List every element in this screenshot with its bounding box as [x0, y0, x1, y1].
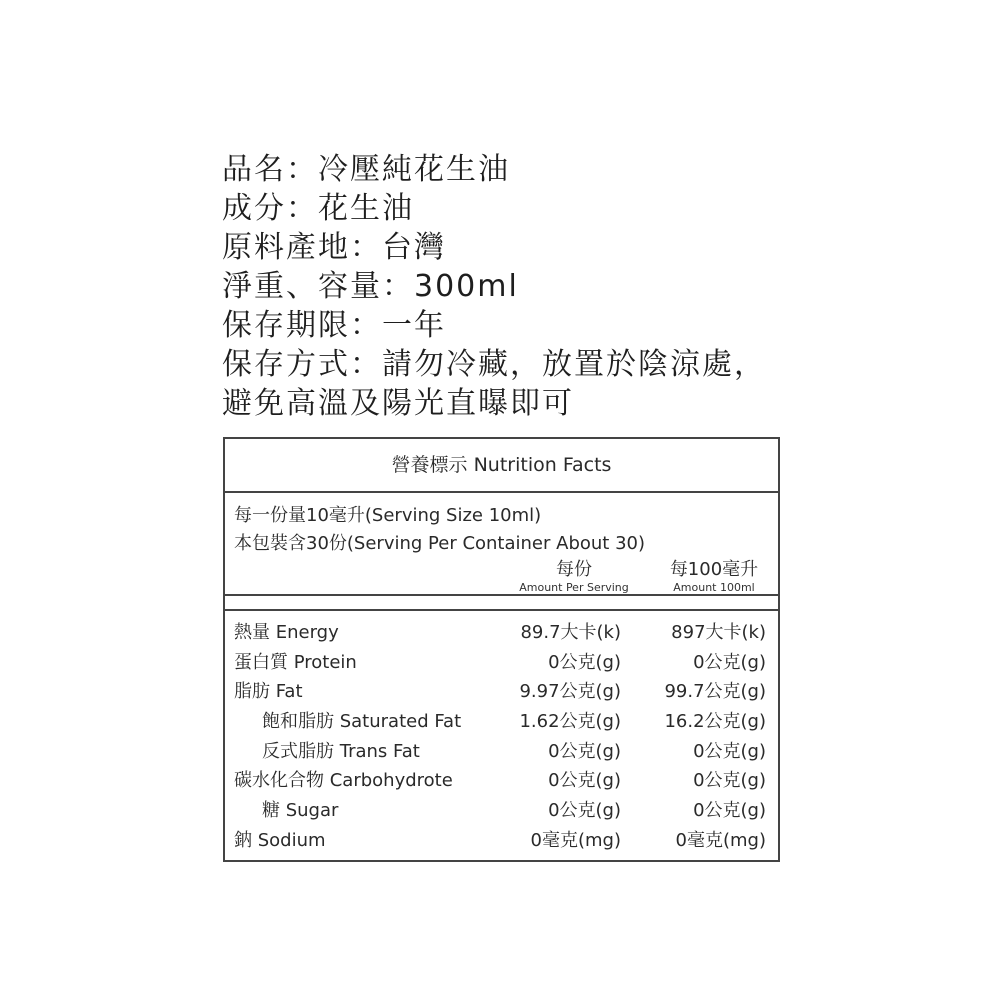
nutrient-row-carbohydrate	[225, 764, 778, 794]
nutrient-label: 鈉 Sodium	[234, 829, 326, 851]
net-volume-line: 淨重、容量：300ml	[222, 269, 519, 304]
nutrient-row-saturated-fat	[225, 705, 778, 735]
per-100ml-value: 0毫克(mg)	[675, 829, 766, 851]
ingredients-line: 成分：花生油	[222, 191, 414, 226]
per-100ml-value: 16.2公克(g)	[664, 711, 766, 733]
per-serving-value: 89.7大卡(k)	[520, 622, 621, 643]
nutrient-row-sodium	[225, 824, 778, 854]
nutrient-row-energy	[225, 616, 778, 646]
per-100ml-value: 0公克(g)	[693, 800, 766, 822]
nutrient-label: 糖 Sugar	[262, 800, 339, 822]
column-header-per-100ml	[655, 559, 773, 595]
per-serving-value: 0毫克(mg)	[530, 829, 621, 851]
per-serving-value: 0公克(g)	[548, 651, 621, 673]
nutrient-row-sugar	[225, 794, 778, 824]
serving-size: 每一份量10毫升(Serving Size 10ml)	[234, 505, 542, 526]
product-info	[222, 150, 822, 423]
product-name-line: 品名：冷壓純花生油	[222, 152, 510, 187]
nutrient-row-trans-fat	[225, 735, 778, 765]
per-serving-value: 0公克(g)	[548, 740, 621, 762]
per-100ml-value: 897大卡(k)	[671, 622, 766, 643]
per-100ml-value: 0公克(g)	[693, 651, 766, 673]
per-serving-value: 9.97公克(g)	[519, 681, 621, 703]
nutrient-label: 熱量 Energy	[234, 622, 339, 643]
nutrient-row-protein	[225, 646, 778, 676]
nutrient-label: 碳水化合物 Carbohydrote	[234, 770, 453, 792]
nutrition-facts-title: 營養標示 Nutrition Facts	[225, 439, 778, 493]
nutrient-label: 反式脂肪 Trans Fat	[262, 740, 420, 762]
per-100ml-value: 0公克(g)	[693, 740, 766, 762]
nutrient-label: 飽和脂肪 Saturated Fat	[262, 711, 462, 733]
servings-per-container: 本包裝含30份(Serving Per Container About 30)	[234, 533, 645, 554]
column-header-zh: 每100毫升	[669, 559, 759, 580]
nutrition-facts-table	[223, 437, 780, 862]
per-100ml-value: 0公克(g)	[693, 770, 766, 792]
column-headers	[225, 559, 778, 611]
column-header-en: Amount Per Serving	[519, 581, 629, 594]
column-header-per-serving	[503, 559, 645, 595]
column-header-zh: 每份	[556, 559, 592, 580]
column-header-en: Amount 100ml	[673, 581, 755, 594]
storage-method-line-2: 避免高溫及陽光直曝即可	[222, 386, 574, 421]
nutrient-rows	[225, 616, 778, 854]
per-serving-value: 0公克(g)	[548, 800, 621, 822]
nutrient-label: 脂肪 Fat	[234, 681, 303, 703]
origin-line: 原料產地：台灣	[222, 230, 446, 265]
storage-method-line: 保存方式：請勿冷藏，放置於陰涼處，	[222, 347, 766, 382]
shelf-life-line: 保存期限：一年	[222, 308, 446, 343]
per-100ml-value: 99.7公克(g)	[664, 681, 766, 703]
per-serving-value: 1.62公克(g)	[519, 711, 621, 733]
per-serving-value: 0公克(g)	[548, 770, 621, 792]
nutrient-row-fat	[225, 675, 778, 705]
nutrient-label: 蛋白質 Protein	[234, 651, 357, 673]
